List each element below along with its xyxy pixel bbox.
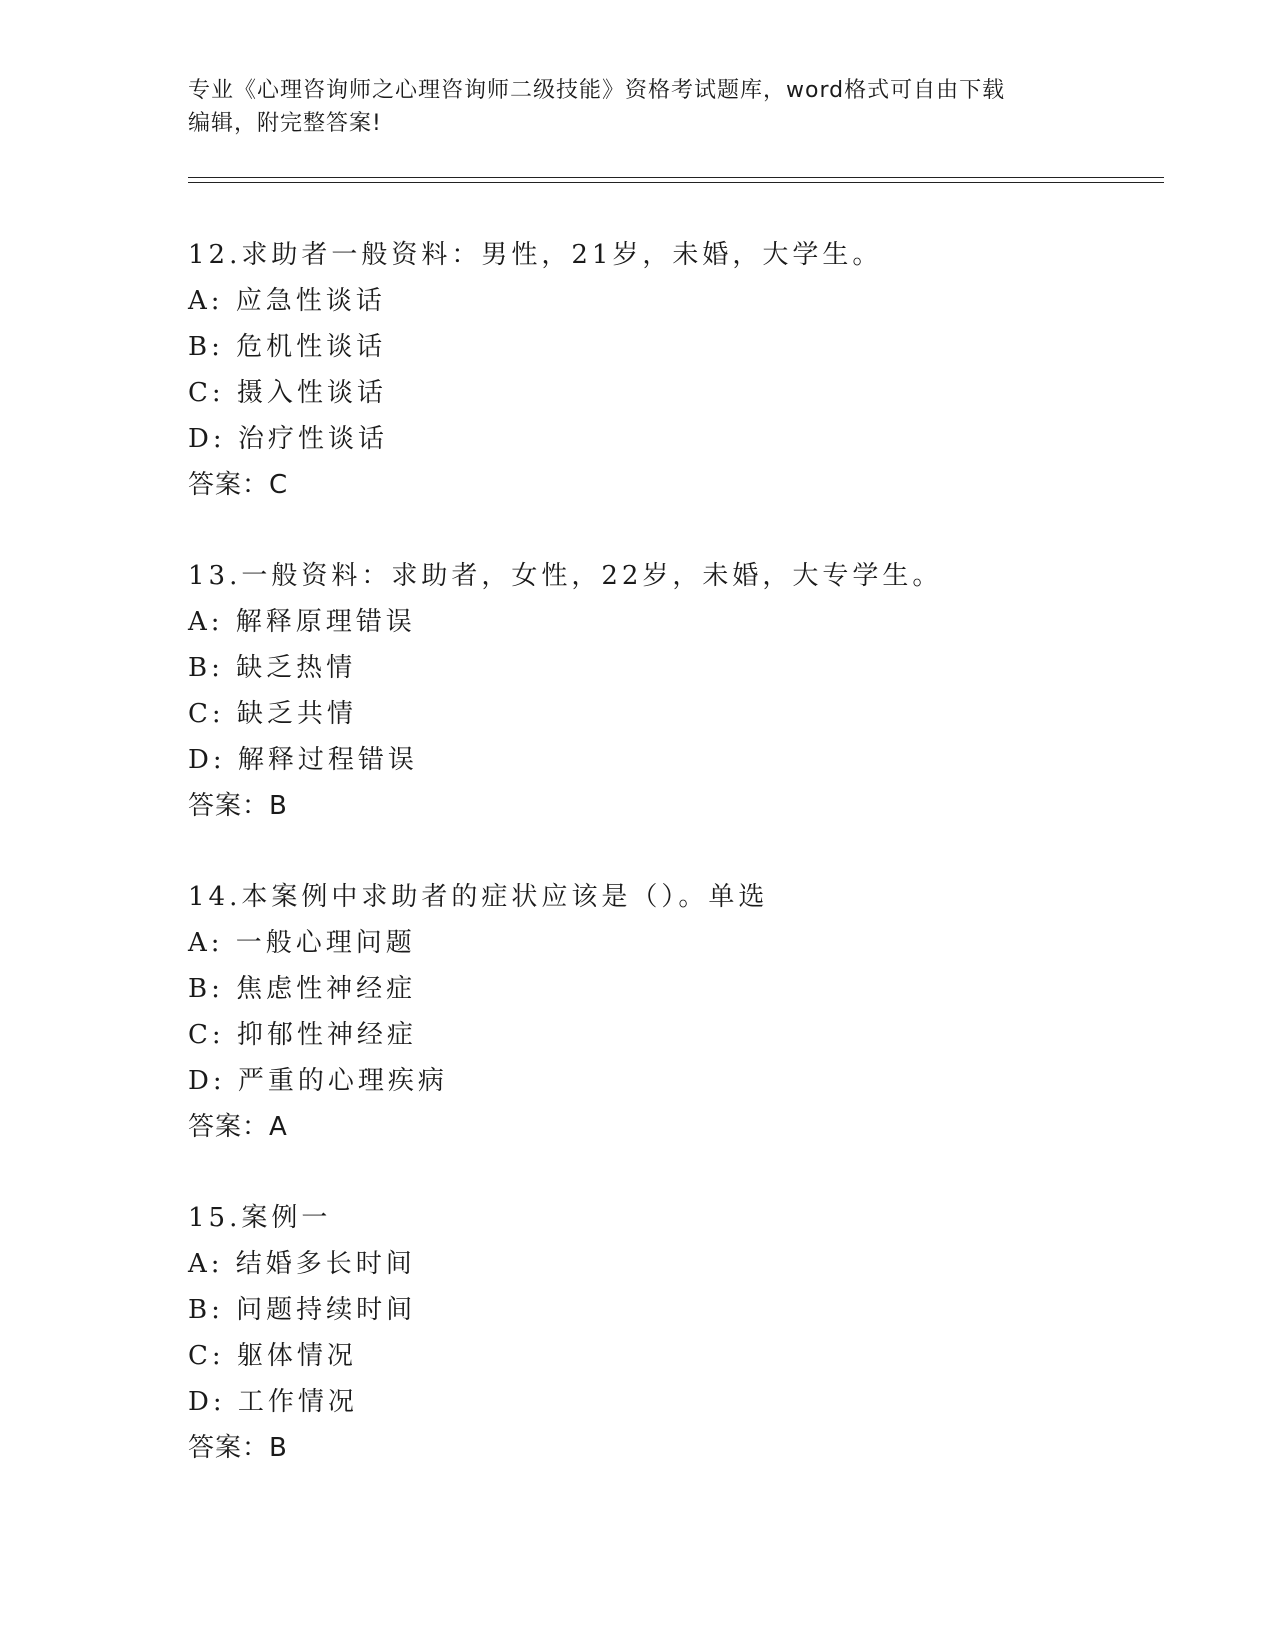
option-a: A: 解释原理错误 xyxy=(188,607,416,637)
option-b: B: 危机性谈话 xyxy=(188,332,387,362)
option-c: C: 躯体情况 xyxy=(188,1341,357,1371)
option-d: D: 严重的心理疾病 xyxy=(188,1066,448,1096)
header-line-1: 专业《心理咨询师之心理咨询师二级技能》资格考试题库，word格式可自由下载 xyxy=(188,78,1006,103)
question-stem: 14.本案例中求助者的症状应该是（）。单选 xyxy=(188,882,769,912)
option-d: D: 解释过程错误 xyxy=(188,745,418,775)
question-15 xyxy=(188,1195,1148,1471)
header-divider-bottom xyxy=(188,182,1164,183)
option-d: D: 治疗性谈话 xyxy=(188,424,388,454)
option-c: C: 缺乏共情 xyxy=(188,699,357,729)
answer: 答案：B xyxy=(188,1433,288,1463)
option-a: A: 一般心理问题 xyxy=(188,928,416,958)
option-a: A: 结婚多长时间 xyxy=(188,1249,416,1279)
question-stem: 12.求助者一般资料：男性，21岁，未婚，大学生。 xyxy=(188,240,883,270)
answer: 答案：A xyxy=(188,1112,288,1142)
document-header xyxy=(188,74,1088,140)
question-14 xyxy=(188,874,1148,1150)
answer: 答案：B xyxy=(188,791,288,821)
question-13 xyxy=(188,553,1148,829)
question-stem: 13.一般资料：求助者，女性，22岁，未婚，大专学生。 xyxy=(188,561,943,591)
option-c: C: 摄入性谈话 xyxy=(188,378,387,408)
question-12 xyxy=(188,232,1148,508)
option-a: A: 应急性谈话 xyxy=(188,286,386,316)
option-b: B: 焦虑性神经症 xyxy=(188,974,417,1004)
option-d: D: 工作情况 xyxy=(188,1387,358,1417)
header-divider-top xyxy=(188,177,1164,178)
answer: 答案：C xyxy=(188,470,289,500)
header-line-2: 编辑，附完整答案! xyxy=(188,111,382,136)
option-b: B: 问题持续时间 xyxy=(188,1295,417,1325)
option-c: C: 抑郁性神经症 xyxy=(188,1020,417,1050)
question-stem: 15.案例一 xyxy=(188,1203,332,1233)
option-b: B: 缺乏热情 xyxy=(188,653,357,683)
